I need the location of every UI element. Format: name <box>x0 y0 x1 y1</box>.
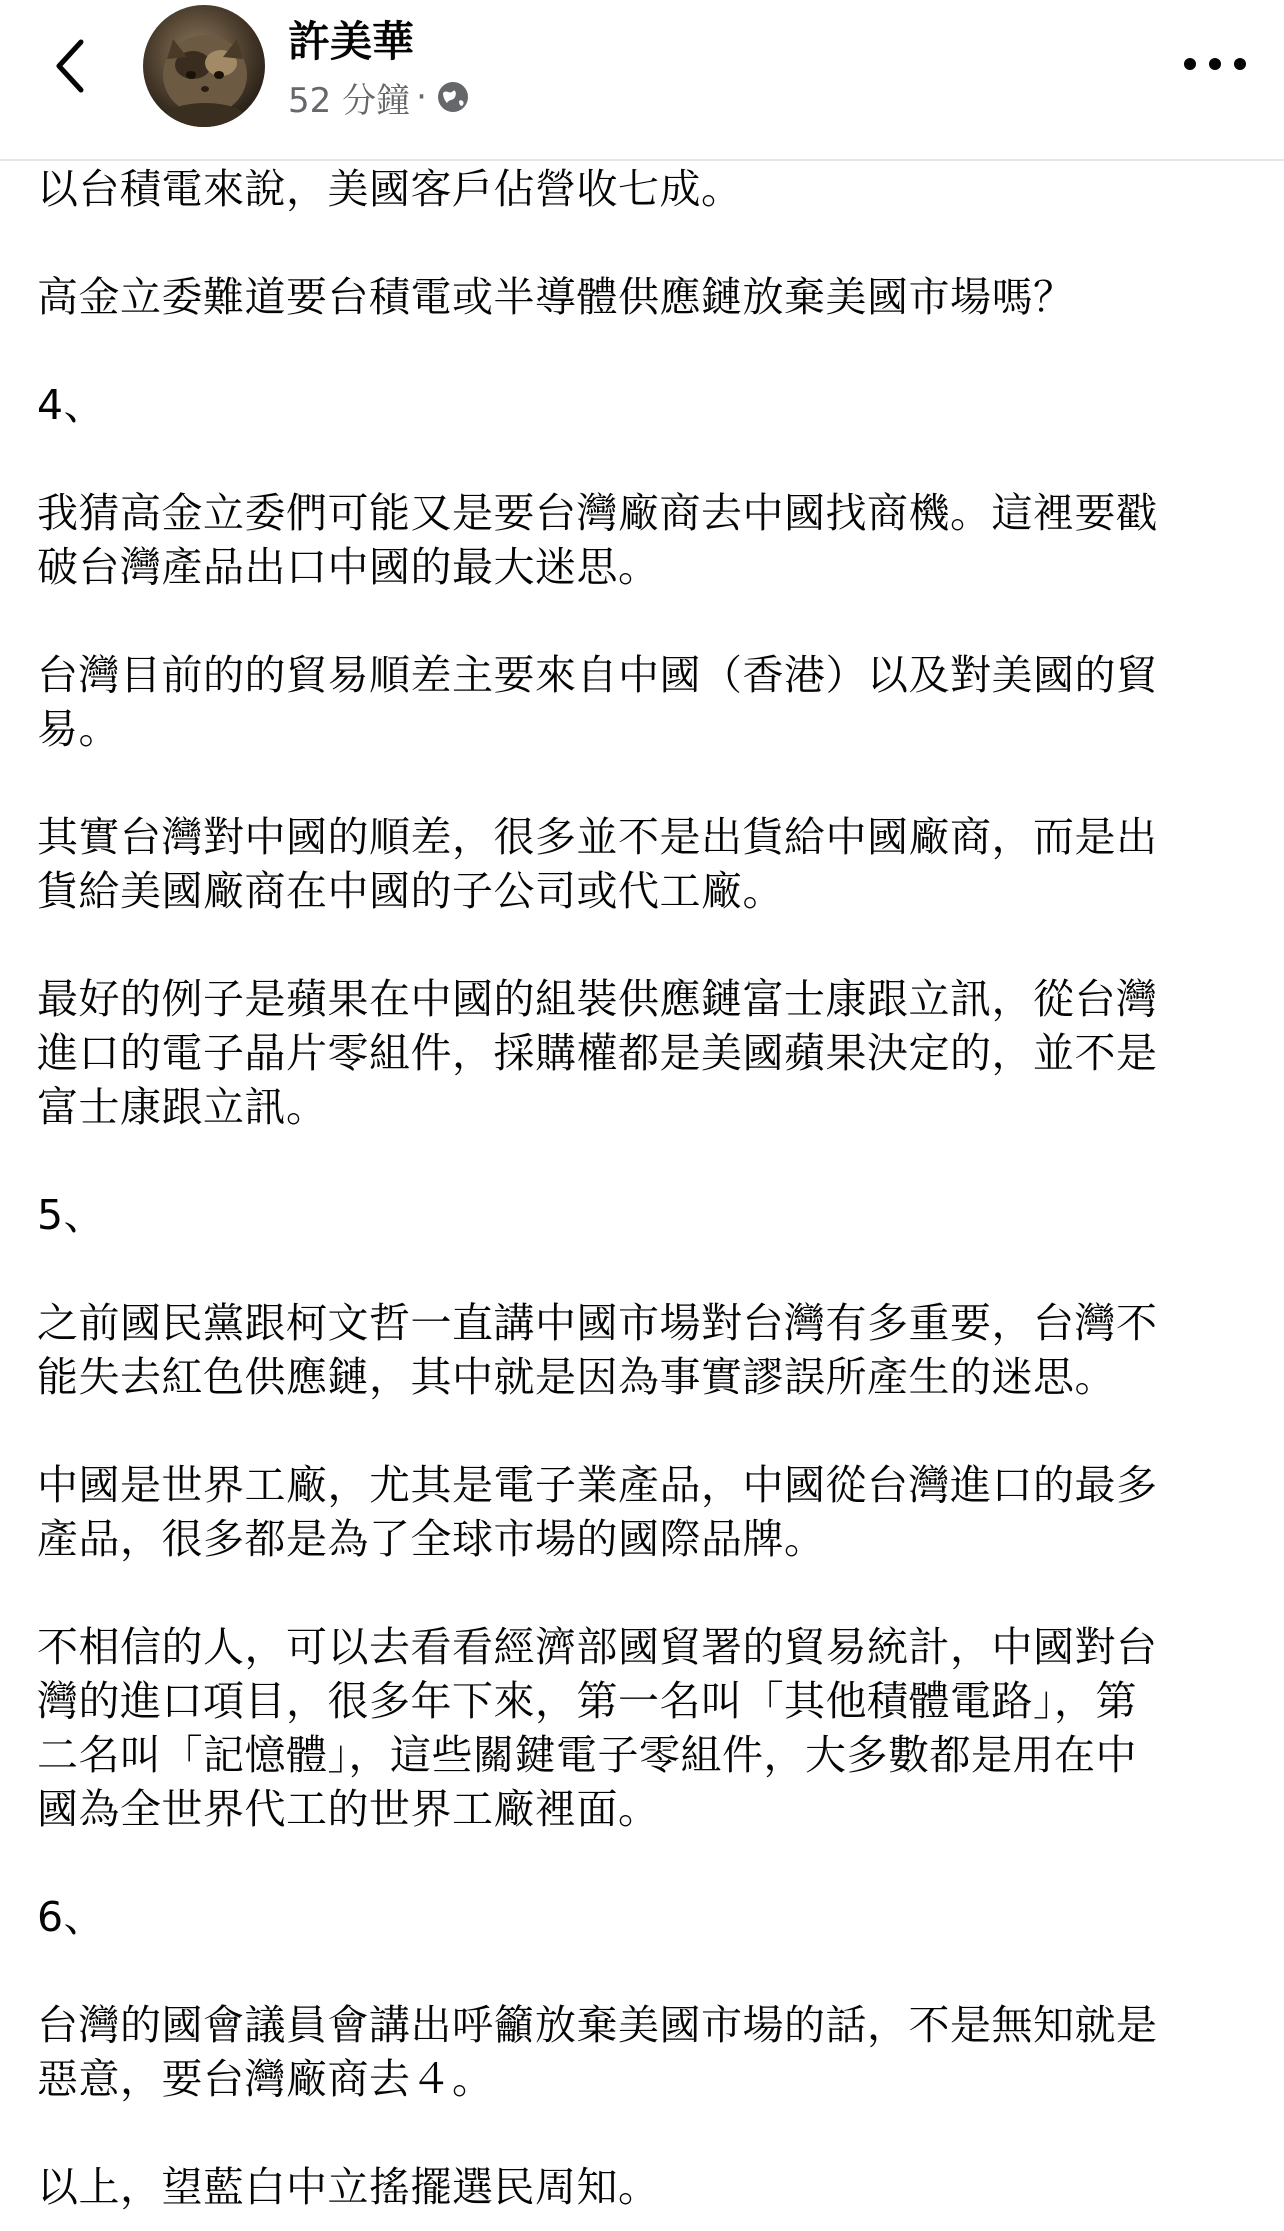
post-paragraph: 我猜高金立委們可能又是要台灣廠商去中國找商機。這裡要戳 破台灣產品出口中國的最大迷思。 <box>37 489 1158 591</box>
post-body <box>37 162 1252 2214</box>
chevron-left-icon <box>53 36 87 100</box>
avatar[interactable] <box>143 5 265 127</box>
post-paragraph: 之前國民黨跟柯文哲一直講中國市場對台灣有多重要，台灣不 能失去紅色供應鏈，其中就是因為事實謬誤所產生的迷思。 <box>37 1299 1158 1401</box>
post-paragraph: 不相信的人，可以去看看經濟部國貿署的貿易統計，中國對台 灣的進口項目，很多年下來，第一名叫「其他積體電路」，第 二名叫「記憶體」，這些關鍵電子零組件，大多數都是用在中 國為全世界代工的世界工廠裡面。 <box>37 1623 1158 1833</box>
more-dots-icon <box>1182 56 1248 75</box>
back-button[interactable] <box>40 28 100 108</box>
section-number: 5、 <box>37 1191 106 1239</box>
meta-separator: · <box>416 77 427 117</box>
post-paragraph: 其實台灣對中國的順差，很多並不是出貨給中國廠商，而是出 貨給美國廠商在中國的子公司或代工廠。 <box>37 813 1158 915</box>
author-name[interactable]: 許美華 <box>288 17 415 66</box>
post-paragraph: 中國是世界工廠，尤其是電子業產品，中國從台灣進口的最多 產品，很多都是為了全球市場的國際品牌。 <box>37 1461 1158 1563</box>
more-options-button[interactable] <box>1175 40 1255 90</box>
post-paragraph: 高金立委難道要台積電或半導體供應鏈放棄美國市場嗎？ <box>37 273 1075 321</box>
globe-icon <box>435 79 471 115</box>
post-header <box>0 0 1284 161</box>
post-paragraph: 以上，望藍白中立搖擺選民周知。 <box>37 2163 660 2211</box>
post-paragraph: 最好的例子是蘋果在中國的組裝供應鏈富士康跟立訊，從台灣 進口的電子晶片零組件，採購權都是美國蘋果決定的，並不是 富士康跟立訊。 <box>37 975 1158 1131</box>
post-paragraph: 台灣的國會議員會講出呼籲放棄美國市場的話，不是無知就是 惡意，要台灣廠商去４。 <box>37 2001 1158 2103</box>
section-number: 4、 <box>37 381 106 429</box>
post-timestamp[interactable]: 52 分鐘 <box>288 80 411 121</box>
section-number: 6、 <box>37 1893 106 1941</box>
post-paragraph: 台灣目前的的貿易順差主要來自中國（香港）以及對美國的貿 易。 <box>37 651 1158 753</box>
post-meta <box>288 72 471 122</box>
post-paragraph: 以台積電來說，美國客戶佔營收七成。 <box>37 165 743 213</box>
